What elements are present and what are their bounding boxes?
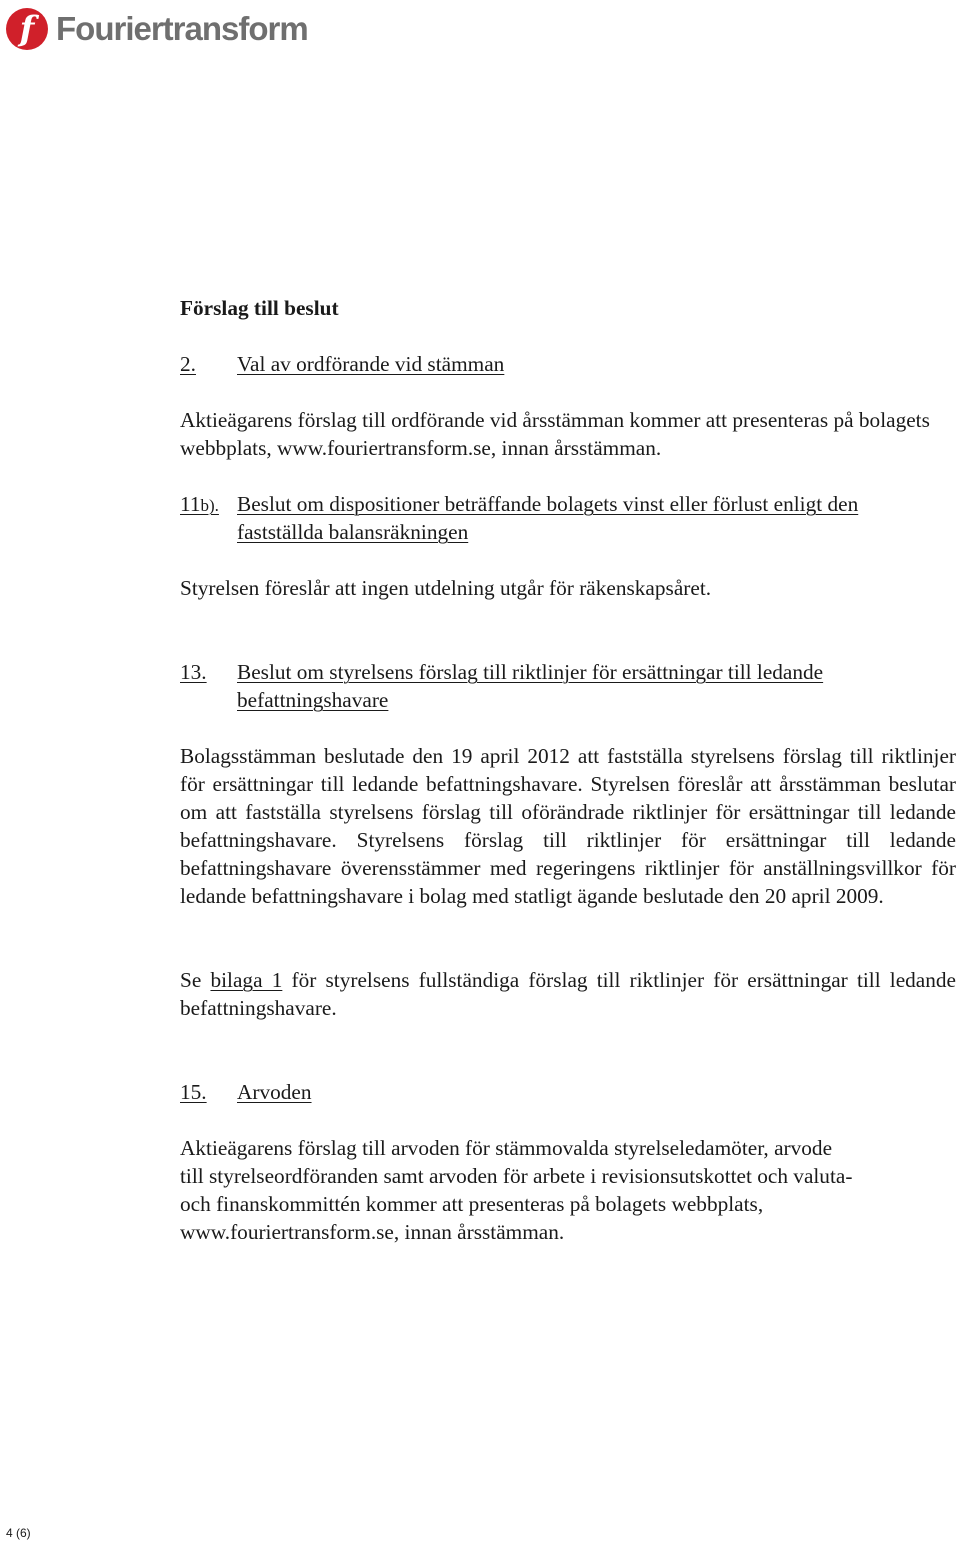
section-13-body: Bolagsstämman beslutade den 19 april 2012 att fastställa styrelsens förslag till riktlinjer för ersättningar till ledande befattningshavare. Styrelsen föreslår att årsstämman beslutar om att fastställa styrelsens förslag till oförändrade riktlinjer för ersättningar till ledande befattningshavare. Styrelsens förslag till riktlinjer för ersättningar till ledande befattningshavare överensstämmer med regeringens riktlinjer för anställningsvillkor för ledande befattningshavare i bolag med statligt ägande beslutade den 20 april 2009. [180, 744, 956, 908]
section-13-reference [180, 966, 956, 1022]
logo-wordmark: Fouriertransform [56, 10, 308, 47]
section-15-body [180, 1134, 956, 1246]
body-line-3: och finanskommittén kommer att presenteras på bolagets webbplats, [180, 1192, 764, 1216]
section-15-heading [180, 1078, 956, 1106]
section-number [180, 490, 219, 520]
section-title-line-2: befattningshavare [237, 688, 389, 712]
section-number: 2. [180, 352, 196, 376]
fouriertransform-logo [6, 6, 308, 52]
section-2-heading [180, 350, 956, 378]
document-body [180, 294, 956, 1246]
section-11b-body: Styrelsen föreslår att ingen utdelning utgår för räkenskapsåret. [180, 576, 712, 600]
logo-mark-letter: f [19, 9, 35, 49]
bilaga-1-link[interactable]: bilaga 1 [210, 968, 283, 992]
section-title: Val av ordförande vid stämman [237, 352, 505, 376]
section-title: Arvoden [237, 1080, 312, 1104]
section-number-suffix: b). [200, 496, 219, 515]
body-line-4: www.fouriertransform.se, innan årsstämman. [180, 1220, 565, 1244]
section-title-line-1: Beslut om dispositioner beträffande bolagets vinst eller förlust enligt den [237, 492, 859, 516]
logo-f-icon [6, 8, 48, 50]
section-number-main: 11 [180, 492, 201, 516]
section-11b-heading [180, 490, 956, 546]
section-title-line-1: Beslut om styrelsens förslag till riktlinjer för ersättningar till ledande [237, 660, 824, 684]
section-title-line-2: fastställda balansräkningen [237, 520, 469, 544]
section-2-body: Aktieägarens förslag till ordförande vid årsstämman kommer att presenteras på bolagets webbplats, www.fouriertransform.se, innan årsstämman. [180, 408, 930, 460]
body-line-1: Aktieägarens förslag till arvoden för stämmovalda styrelseledamöter, arvode [180, 1136, 833, 1160]
reference-suffix: för styrelsens fullständiga förslag till riktlinjer för ersättningar till ledande befattningshavare. [180, 968, 957, 1020]
section-13-heading [180, 658, 956, 714]
section-number: 13. [180, 660, 207, 684]
body-line-2: till styrelseordföranden samt arvoden för arbete i revisionsutskottet och valuta- [180, 1164, 853, 1188]
page-number: 4 (6) [6, 1526, 31, 1540]
reference-prefix: Se [180, 968, 211, 992]
document-title: Förslag till beslut [180, 296, 339, 320]
section-number: 15. [180, 1080, 207, 1104]
